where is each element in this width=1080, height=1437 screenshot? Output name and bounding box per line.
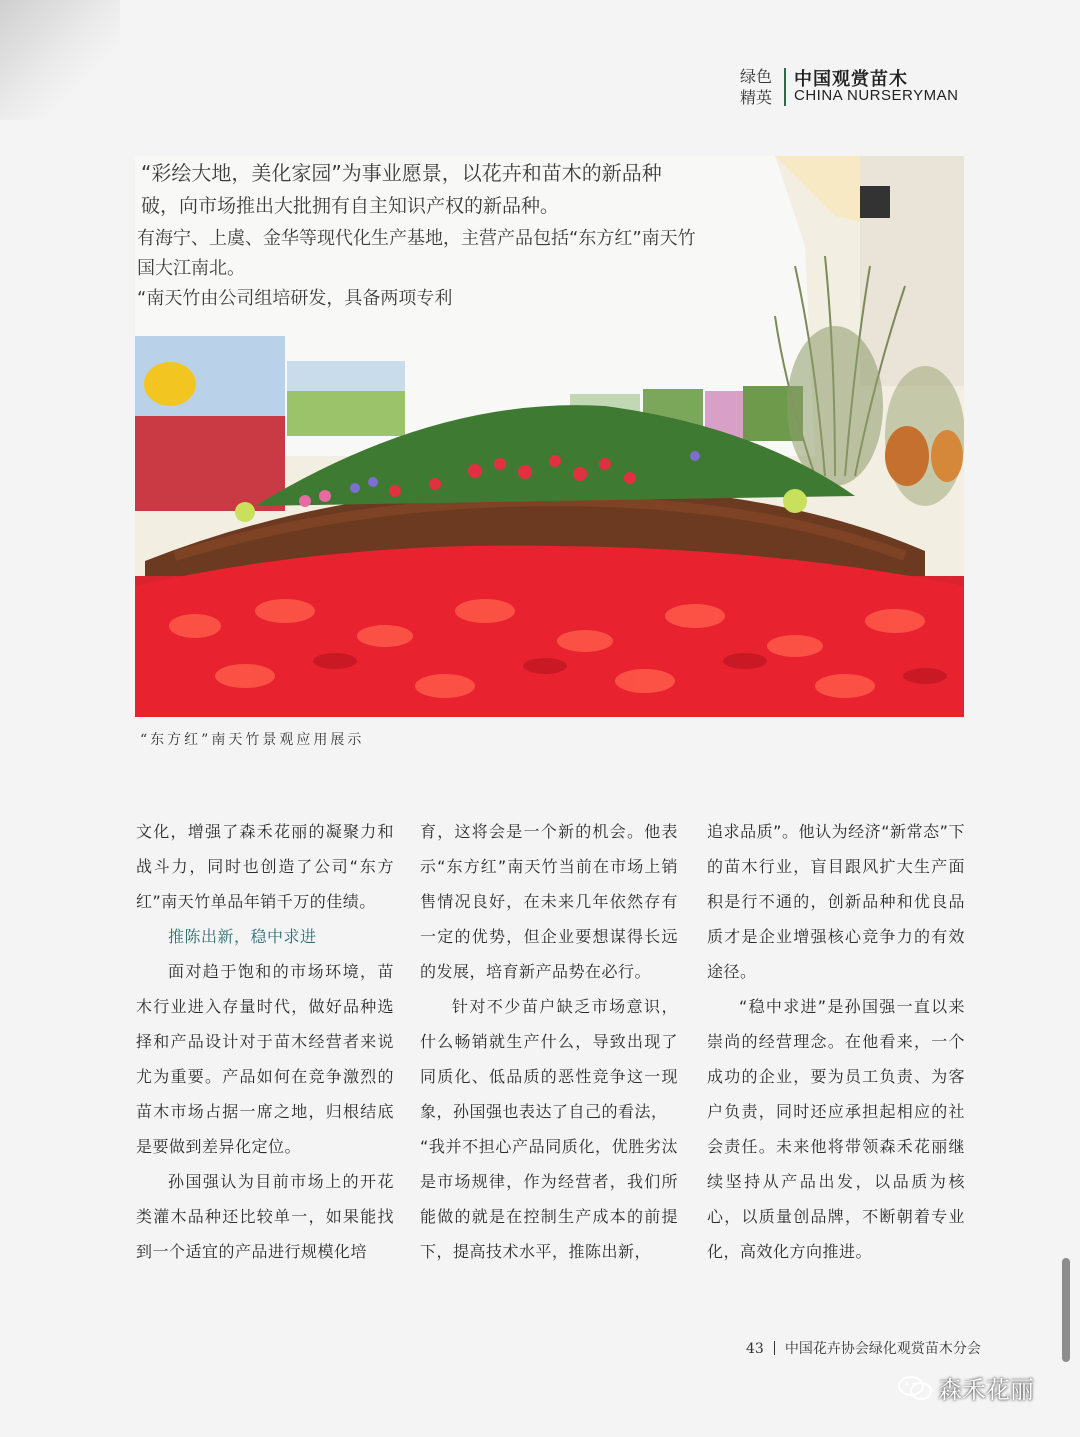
page-footer [746, 1338, 981, 1358]
banner-line-1: “彩绘大地，美化家园”为事业愿景，以花卉和苗木的新品种 [141, 161, 662, 185]
banner-line-3: 有海宁、上虞、金华等现代化生产基地，主营产品包括“东方红”南天竹 [137, 228, 696, 249]
banner-line-4: 国大江南北。 [137, 258, 245, 279]
banner-line-5: “南天竹由公司组培研发，具备两项专利 [137, 288, 453, 309]
article-column-2 [420, 814, 678, 1269]
banner-line-2: 破，向市场推出大批拥有自主知识产权的新品种。 [141, 195, 560, 217]
paragraph: 孙国强认为目前市场上的开花类灌木品种还比较单一，如果能找到一个适宜的产品进行规模化培 [136, 1172, 394, 1261]
magazine-title-en: CHINA NURSERYMAN [794, 87, 959, 104]
article-column-1 [136, 814, 394, 1269]
photo-caption: “东方红”南天竹景观应用展示 [140, 732, 365, 748]
paragraph: “稳中求进”是孙国强一直以来崇尚的经营理念。在他看来，一个成功的企业，要为员工负责、为客户负责，同时还应承担起相应的社会责任。未来他将带领森禾花丽继续坚持从产品出发，以品质为核心，以质量创品牌，不断朝着专业化，高效化方向推进。 [707, 997, 965, 1261]
paragraph: 面对趋于饱和的市场环境，苗木行业进入存量时代，做好品种选择和产品设计对于苗木经营者来说尤为重要。产品如何在竞争激烈的苗木市场占据一席之地，归根结底是要做到差异化定位。 [136, 962, 394, 1156]
category-line-1: 绿色 [740, 67, 773, 86]
account-watermark [898, 1370, 1034, 1410]
section-category [740, 66, 772, 108]
flower-bed-illustration [135, 156, 964, 717]
section-subheading: 推陈出新，稳中求进 [168, 927, 317, 946]
paragraph: 针对不少苗户缺乏市场意识，什么畅销就生产什么，导致出现了同质化、低品质的恶性竞争这一现象，孙国强也表达了自己的看法， [420, 997, 678, 1121]
watermark-text: 森禾花丽 [938, 1376, 1034, 1404]
article-column-3 [707, 814, 965, 1269]
paragraph: 追求品质”。他认为经济“新常态”下的苗木行业，盲目跟风扩大生产面积是行不通的，创新品种和优良品质才是企业增强核心竞争力的有效途径。 [707, 822, 965, 981]
footer-organization: 中国花卉协会绿化观赏苗木分会 [784, 1341, 981, 1357]
page-number: 43 [746, 1341, 764, 1357]
magazine-title-cn: 中国观赏苗木 [794, 69, 908, 90]
paragraph: “我并不担心产品同质化，优胜劣汰是市场规律，作为经营者，我们所能做的就是在控制生产成本的前提下，提高技术水平，推陈出新， [420, 1137, 678, 1261]
wechat-icon [898, 1375, 932, 1401]
magazine-header [740, 66, 980, 110]
page-curl-shadow [0, 0, 120, 120]
scrollbar-thumb[interactable] [1062, 1258, 1070, 1362]
footer-divider [774, 1341, 775, 1355]
feature-photo [135, 156, 964, 717]
paragraph: 文化，增强了森禾花丽的凝聚力和战斗力，同时也创造了公司“东方红”南天竹单品年销千万的佳绩。 [136, 822, 394, 911]
header-divider [784, 68, 786, 106]
category-line-2: 精英 [740, 88, 773, 107]
paragraph: 育，这将会是一个新的机会。他表示“东方红”南天竹当前在市场上销售情况良好，在未来几年依然存有一定的优势，但企业要想谋得长远的发展，培育新产品势在必行。 [420, 822, 678, 981]
